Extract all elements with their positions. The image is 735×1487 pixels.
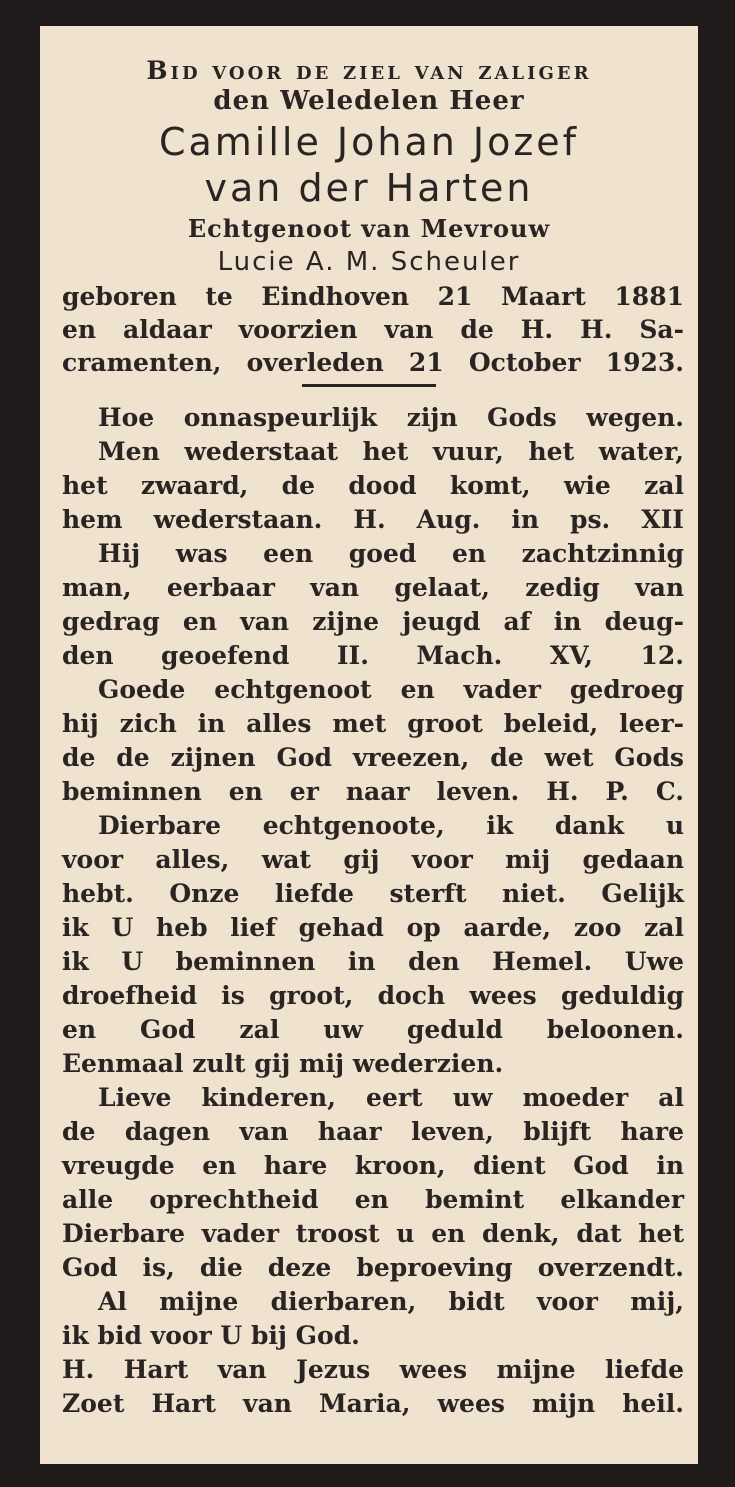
text-line: God is, die deze beproeving overzendt. (62, 1253, 684, 1282)
memorial-card (40, 26, 698, 1464)
text-line: Goede echtgenoot en vader gedroeg (98, 675, 684, 704)
text-line: Men wederstaat het vuur, het water, (98, 437, 684, 466)
text-line: Al mijne dierbaren, bidt voor mij, (98, 1287, 684, 1316)
text-line: ik U heb lief gehad op aarde, zoo zal (62, 913, 684, 942)
text-line: de de zijnen God vreezen, de wet Gods (62, 743, 684, 772)
divider-rule (302, 384, 436, 387)
text-line: voor alles, wat gij voor mij gedaan (62, 845, 684, 874)
bio-line: geboren te Eindhoven 21 Maart 1881 (62, 282, 684, 311)
text-line: Dierbare echtgenoote, ik dank u (98, 811, 684, 840)
spouse-name: Lucie A. M. Scheuler (217, 247, 521, 277)
heading-title: den Weledelen Heer (213, 86, 525, 116)
text-line: ik U beminnen in den Hemel. Uwe (62, 947, 684, 976)
heading-prayer: Bid voor de ziel van zaliger (146, 56, 592, 85)
text-line: het zwaard, de dood komt, wie zal (62, 471, 684, 500)
text-line: Hoe onnaspeurlijk zijn Gods wegen. (98, 403, 684, 432)
text-line: hij zich in alles met groot beleid, leer- (62, 709, 684, 738)
text-line: droefheid is groot, doch wees geduldig (62, 981, 684, 1010)
text-line: Zoet Hart van Maria, wees mijn heil. (62, 1389, 684, 1418)
text-line: en God zal uw geduld beloonen. (62, 1015, 684, 1044)
text-line: gedrag en van zijne jeugd af in deug- (62, 607, 684, 636)
text-line: ik bid voor U bij God. (62, 1321, 360, 1350)
bio-line: en aldaar voorzien van de H. H. Sa- (62, 315, 684, 344)
text-line: H. Hart van Jezus wees mijne liefde (62, 1355, 684, 1384)
deceased-name-last: van der Harten (204, 166, 534, 210)
text-line: Hij was een goed en zachtzinnig (98, 539, 684, 568)
text-line: alle oprechtheid en bemint elkander (62, 1185, 684, 1214)
text-line: de dagen van haar leven, blijft hare (62, 1117, 684, 1146)
text-line: den geoefend II. Mach. XV, 12. (62, 641, 684, 670)
text-line: hebt. Onze liefde sterft niet. Gelijk (62, 879, 684, 908)
text-line: vreugde en hare kroon, dient God in (62, 1151, 684, 1180)
deceased-name-first: Camille Johan Jozef (158, 120, 580, 164)
spouse-intro: Echtgenoot van Mevrouw (187, 214, 551, 243)
text-line: Lieve kinderen, eert uw moeder al (98, 1083, 684, 1112)
text-line: man, eerbaar van gelaat, zedig van (62, 573, 684, 602)
bio-line: cramenten, overleden 21 October 1923. (62, 348, 684, 377)
text-line: beminnen en er naar leven. H. P. C. (62, 777, 684, 806)
text-line: Eenmaal zult gij mij wederzien. (62, 1049, 504, 1078)
text-line: Dierbare vader troost u en denk, dat het (62, 1219, 684, 1248)
text-line: hem wederstaan. H. Aug. in ps. XII (62, 505, 684, 534)
